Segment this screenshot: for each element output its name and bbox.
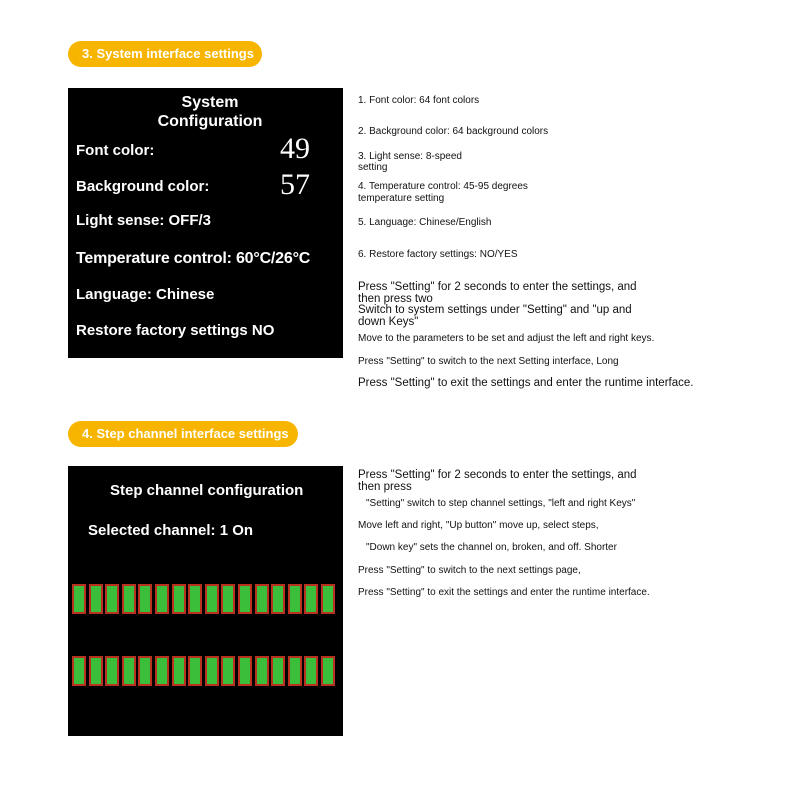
system-desc-light-sense-2: setting (358, 162, 388, 173)
system-instruction-2b: down Keys" (358, 316, 419, 328)
screen-title-line2: Configuration (157, 113, 263, 130)
channel-cell (138, 656, 152, 686)
system-desc-restore: 6. Restore factory settings: NO/YES (358, 249, 518, 260)
channel-cell (105, 656, 119, 686)
font-color-value: 49 (280, 132, 310, 165)
channel-cell (155, 656, 169, 686)
channel-cell (288, 656, 302, 686)
channel-cell (221, 584, 235, 614)
system-desc-temperature-2: temperature setting (358, 193, 445, 204)
channel-cell (89, 656, 103, 686)
system-desc-temperature: 4. Temperature control: 45-95 degrees (358, 181, 528, 192)
channel-cell (321, 656, 335, 686)
system-instruction-1: Press "Setting" for 2 seconds to enter the settings, and (358, 281, 637, 293)
step-screen-title: Step channel configuration (110, 482, 304, 499)
language-row: Language: Chinese (76, 286, 215, 303)
channel-cell (105, 584, 119, 614)
step-instruction-5: Press "Setting" to switch to the next settings page, (358, 565, 581, 576)
step-instruction-3: Move left and right, "Up button" move up, select steps, (358, 520, 599, 531)
channel-cell (122, 584, 136, 614)
system-desc-font-color: 1. Font color: 64 font colors (358, 95, 480, 106)
font-color-label: Font color: (76, 142, 155, 159)
step-instruction-1: Press "Setting" for 2 seconds to enter the settings, and (358, 469, 637, 481)
system-desc-language: 5. Language: Chinese/English (358, 217, 492, 228)
step-instruction-1b: then press (358, 481, 412, 493)
channel-cell (304, 584, 318, 614)
section-heading-system: 3. System interface settings (68, 41, 262, 67)
channel-cell (238, 584, 252, 614)
channel-bar-row-1 (72, 584, 337, 618)
system-desc-background-color: 2. Background color: 64 background colors (358, 126, 549, 137)
channel-bar-row-2 (72, 656, 337, 690)
channel-cell (321, 584, 335, 614)
system-instruction-5: Press "Setting" to exit the settings and enter the runtime interface. (358, 377, 694, 389)
channel-cell (138, 584, 152, 614)
channel-cell (89, 584, 103, 614)
background-color-label: Background color: (76, 178, 210, 195)
temperature-control-row: Temperature control: 60°C/26°C (76, 250, 311, 267)
channel-cell (221, 656, 235, 686)
screen-title-line1: System (181, 94, 239, 111)
channel-cell (304, 656, 318, 686)
system-instruction-3: Move to the parameters to be set and adjust the left and right keys. (358, 333, 655, 344)
background-color-value: 57 (280, 168, 310, 201)
channel-cell (205, 584, 219, 614)
channel-cell (205, 656, 219, 686)
channel-cell (288, 584, 302, 614)
channel-cell (172, 584, 186, 614)
system-desc-light-sense: 3. Light sense: 8-speed (358, 151, 462, 162)
system-instruction-1b: then press two (358, 293, 433, 305)
channel-cell (122, 656, 136, 686)
step-instruction-6: Press "Setting" to exit the settings and enter the runtime interface. (358, 587, 650, 598)
channel-cell (172, 656, 186, 686)
light-sense-row: Light sense: OFF/3 (76, 212, 212, 229)
channel-cell (255, 584, 269, 614)
channel-cell (188, 584, 202, 614)
step-channel-screen (68, 466, 343, 736)
step-instruction-4: "Down key" sets the channel on, broken, and off. Shorter (366, 542, 617, 553)
system-config-screen (68, 88, 343, 358)
channel-cell (271, 656, 285, 686)
system-instruction-2: Switch to system settings under "Setting" and "up and (358, 304, 632, 316)
restore-factory-row: Restore factory settings NO (76, 322, 275, 339)
channel-cell (155, 584, 169, 614)
channel-cell (72, 584, 86, 614)
channel-cell (72, 656, 86, 686)
step-instruction-2: "Setting" switch to step channel settings, "left and right Keys" (366, 498, 636, 509)
selected-channel-row: Selected channel: 1 On (88, 522, 254, 539)
channel-cell (271, 584, 285, 614)
channel-cell (238, 656, 252, 686)
system-instruction-4: Press "Setting" to switch to the next Setting interface, Long (358, 356, 619, 367)
channel-cell (188, 656, 202, 686)
section-heading-step-channel: 4. Step channel interface settings (68, 421, 298, 447)
channel-cell (255, 656, 269, 686)
